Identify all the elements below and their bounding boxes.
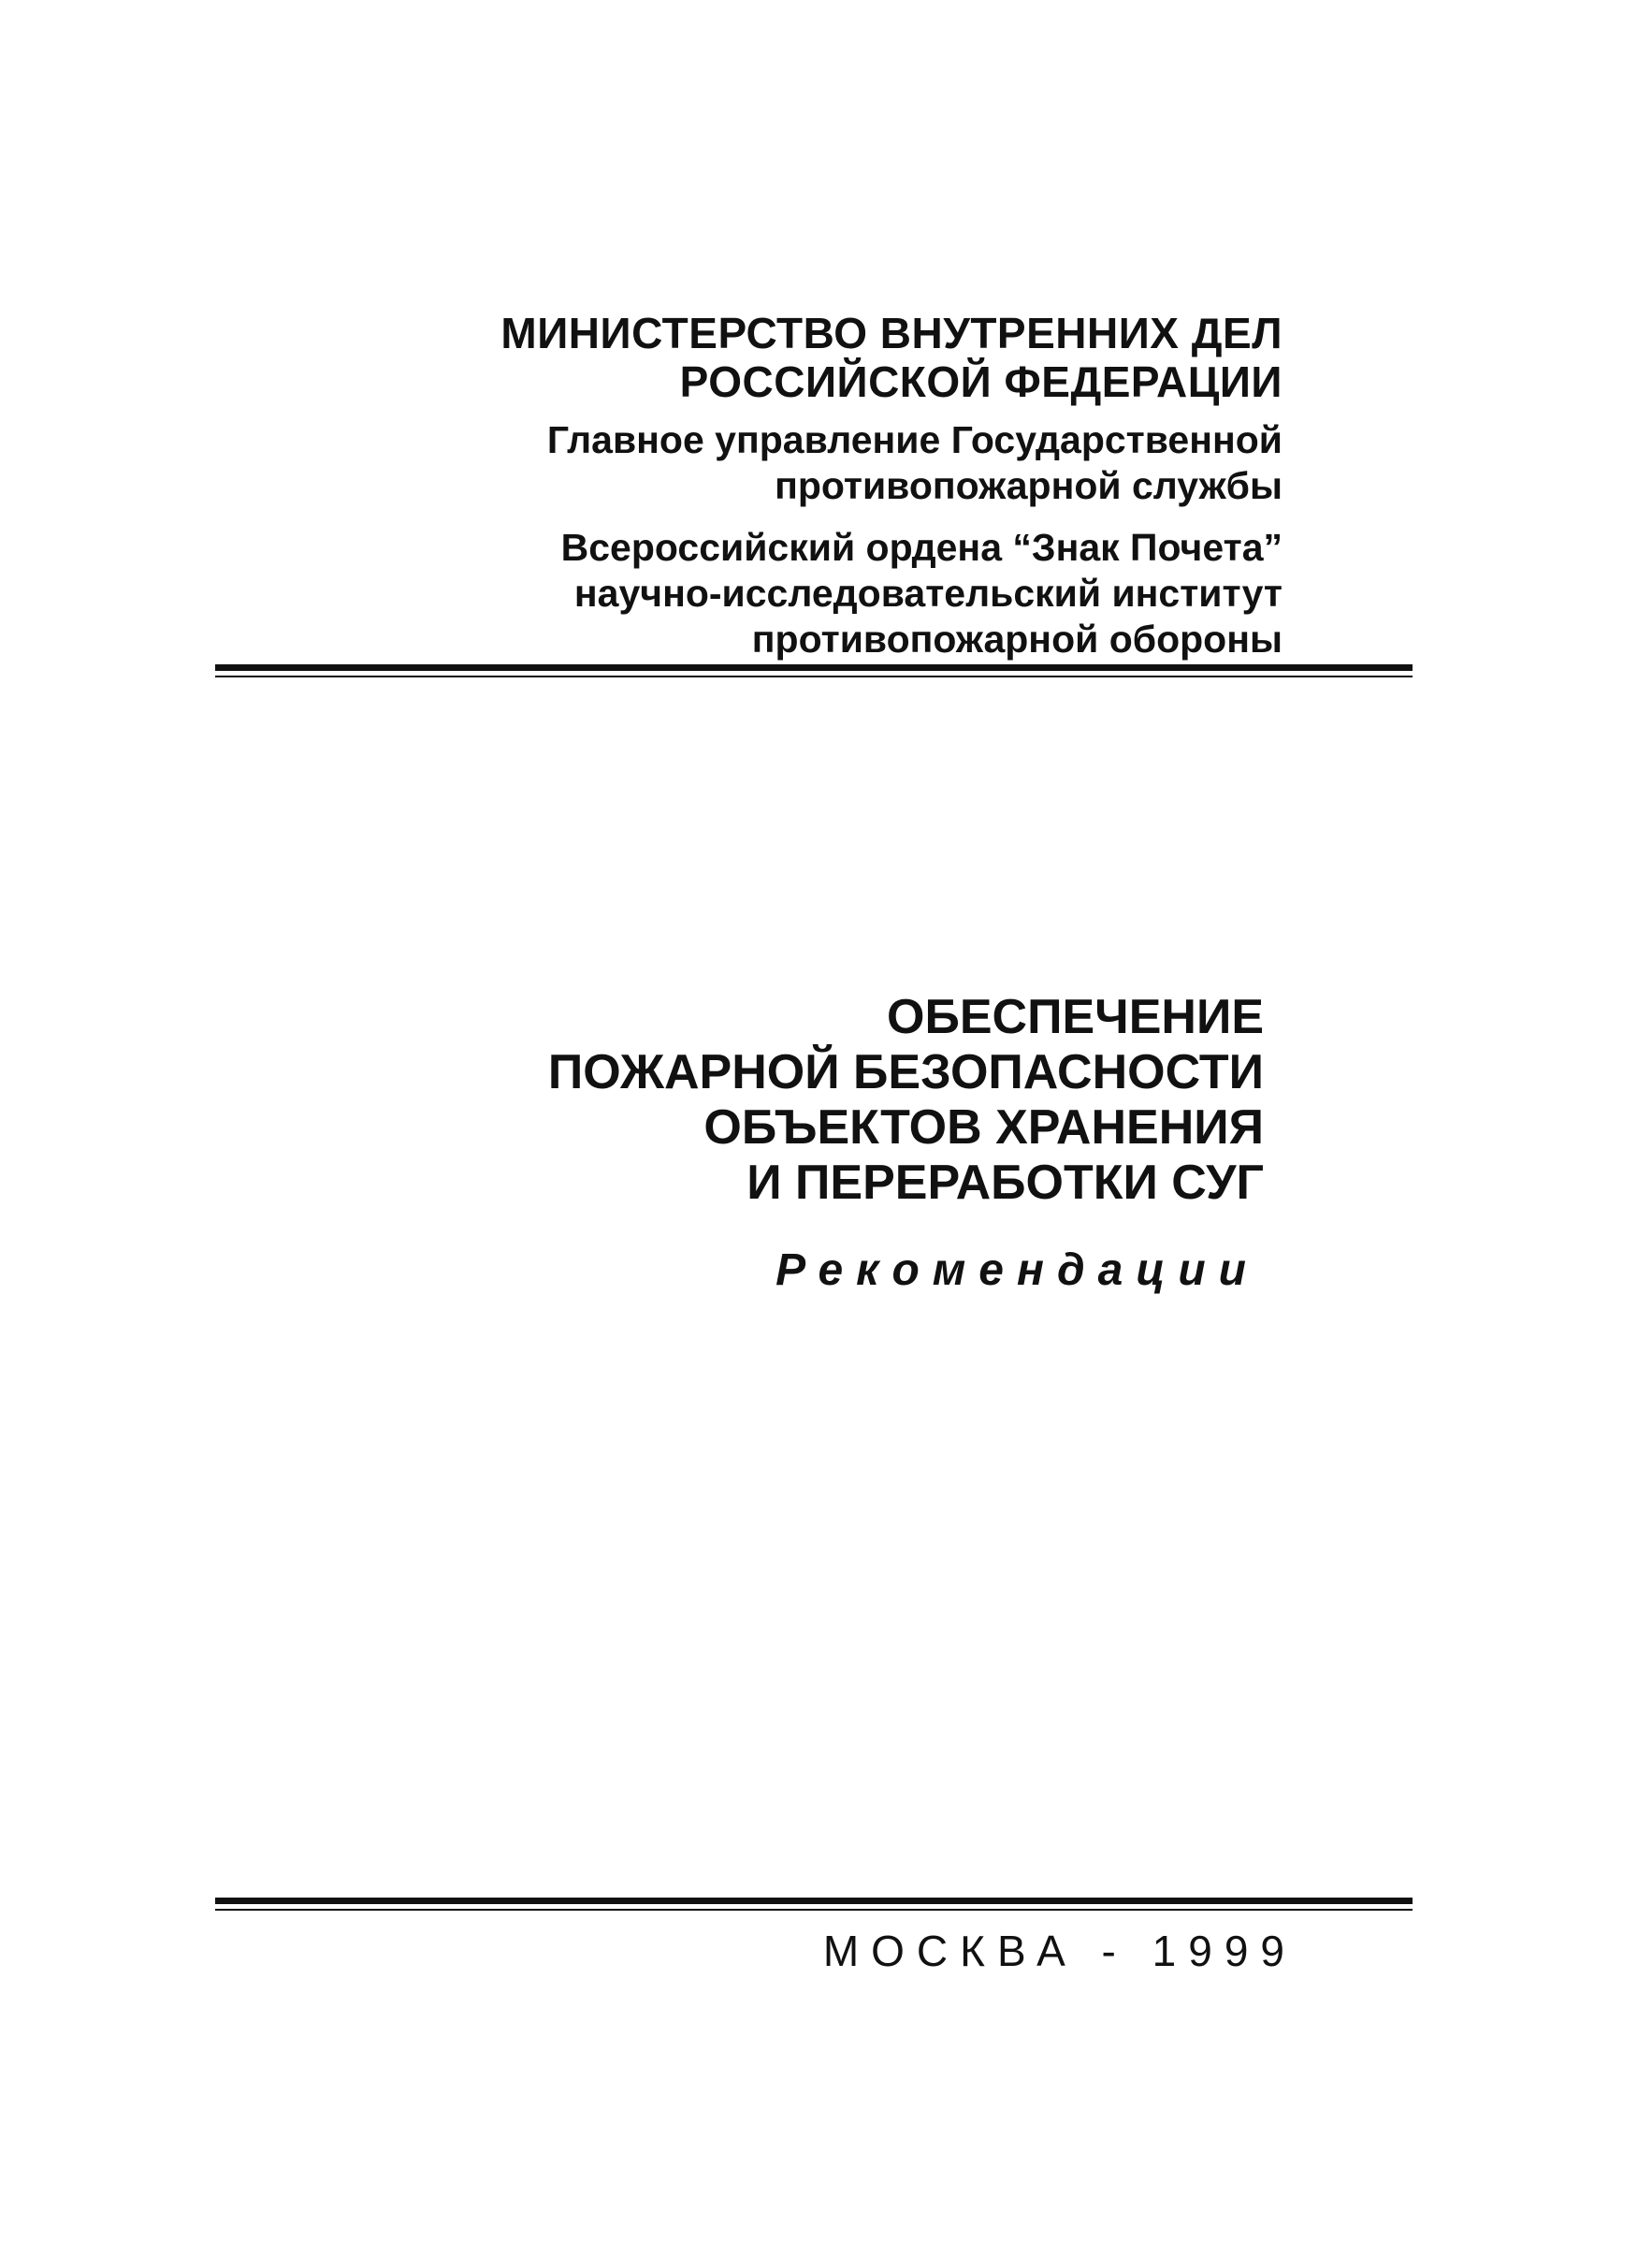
institute-line-2: научно-исследовательский институт (573, 572, 1282, 615)
ministry-heading (500, 309, 1282, 406)
top-divider-thick (215, 664, 1413, 671)
directorate-line-2: противопожарной службы (775, 464, 1282, 507)
title-line-4: И ПЕРЕРАБОТКИ СУГ (746, 1156, 1264, 1210)
directorate-line-1: Главное управление Государственной (546, 418, 1282, 461)
city-year: МОСКВА - 1999 (822, 1927, 1297, 1975)
institute-line-1: Всероссийский ордена “Знак Почета” (560, 526, 1282, 569)
title-line-3: ОБЪЕКТОВ ХРАНЕНИЯ (703, 1100, 1264, 1155)
document-title (548, 990, 1264, 1211)
top-divider-rule (215, 664, 1413, 677)
institute-line-3: противопожарной обороны (751, 618, 1282, 661)
institute-heading (561, 525, 1282, 662)
ministry-line-1: МИНИСТЕРСТВО ВНУТРЕННИХ ДЕЛ (500, 309, 1282, 357)
directorate-heading (547, 417, 1282, 509)
document-subtitle: Рекомендации (775, 1245, 1259, 1295)
title-line-1: ОБЕСПЕЧЕНИЕ (887, 990, 1264, 1044)
ministry-line-2: РОССИЙСКОЙ ФЕДЕРАЦИИ (679, 357, 1282, 406)
bottom-divider-thick (215, 1898, 1413, 1904)
bottom-divider-thin (215, 1909, 1413, 1911)
top-divider-thin (215, 676, 1413, 677)
title-line-2: ПОЖАРНОЙ БЕЗОПАСНОСТИ (547, 1045, 1264, 1099)
bottom-divider-rule (215, 1898, 1413, 1911)
